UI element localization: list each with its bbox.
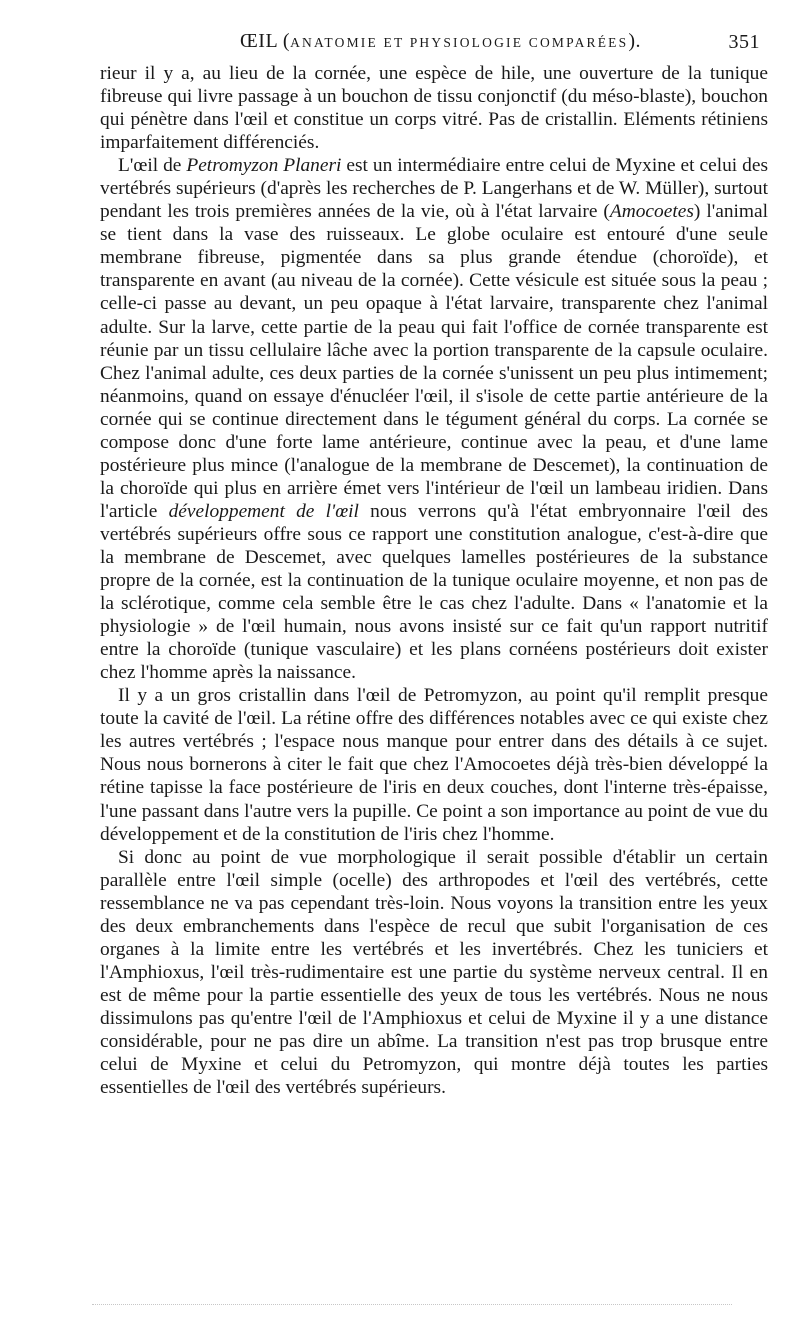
- text-run: Il y a un gros cristallin dans l'œil de Petromyzon, au point qu'il remplit presque toute la cavité de l'œil. La rétine offre des différences notables avec ce qui existe chez les autres vertébrés ; l'espace nous manque pour entrer dans des détails à ce sujet. Nous nous bornerons à citer le fait que chez l'Amocoetes déjà très-bien développé la rétine tapisse la face postérieure de l'iris en deux couches, dont l'interne très-épaisse, l'une passant dans l'autre vers la pupille. Ce point a son importance au point de vue du développement et de la constitution de l'iris chez l'homme.: [100, 685, 768, 845]
- paragraph: [100, 154, 768, 684]
- text-run: Si donc au point de vue morphologique il serait possible d'établir un certain parallèle entre l'œil simple (ocelle) des arthropodes et l'œil des vertébrés, cette ressemblance ne va pas cependant très-loin. Nous voyons la transition entre les yeux des deux embranchements dans l'espèce de recul que subit l'organisation de ces organes à la limite entre les vertébrés et les invertébrés. Chez les tuniciers et l'Amphioxus, l'œil très-rudimentaire est une partie du système nerveux central. Il en est de même pour la partie essentielle des yeux de tous les vertébrés. Nous ne nous dissimulons pas qu'entre l'œil de l'Amphioxus et celui de Myxine il y a une distance considérable, pour ne pas dire un abîme. La transition n'est pas trop brusque entre celui de Myxine et celui du Petromyzon, qui montre déjà toutes les parties essentielles de l'œil des vertébrés supérieurs.: [100, 846, 768, 1099]
- page-number: 351: [728, 31, 760, 53]
- body-text: [100, 62, 768, 1099]
- paragraph: [100, 846, 768, 1100]
- italic-text-run: Amocoetes: [609, 201, 694, 223]
- text-run: est un intermédiaire entre celui de Myxine et celui des vertébrés supérieurs (d'après les recherches de P. Langerhans et de W. Müller), surtout pendant les trois premières années de la vie, où à l'état larvaire (: [100, 155, 768, 223]
- running-title: [240, 30, 641, 53]
- italic-text-run: Petromyzon Planeri: [186, 155, 342, 177]
- running-title-smallcaps: ANATOMIE ET PHYSIOLOGIE COMPARÉES: [290, 35, 629, 50]
- text-run: ) l'animal se tient dans la vase des ruisseaux. Le globe oculaire est entouré d'une seule membrane fibreuse, pigmentée dans sa plus grande étendue (choroïde), et transparente en avant (au niveau de la cornée). Cette vésicule est située sous la peau ; celle-ci passe au devant, un peu opaque à l'état larvaire, transparente chez l'animal adulte. Sur la larve, cette partie de la peau qui fait l'office de cornée transparente est réunie par un tissu cellulaire lâche avec la portion transparente de la capsule oculaire. Chez l'animal adulte, ces deux parties de la cornée s'unissent un peu plus intimement; néanmoins, quand on essaye d'énucléer l'œil, il s'isole de cette partie antérieure de la cornée qui se continue directement dans le tégument général du corps. La cornée se compose donc d'une forte lame antérieure, continue avec la peau, et d'une lame postérieure plus mince (l'analogue de la membrane de Descemet), la continuation de la choroïde qui plus en arrière émet vers l'intérieur de l'œil un lambeau iridien. Dans l'article: [100, 201, 768, 522]
- running-head: [88, 30, 768, 60]
- text-run: rieur il y a, au lieu de la cornée, une espèce de hile, une ouverture de la tunique fibreuse qui livre passage à un bouchon de tissu conjonctif (du méso-blaste), bouchon qui pénètre dans l'œil et constitue un corps vitré. Pas de cristallin. Eléments rétiniens imparfaitement différenciés.: [100, 63, 768, 154]
- text-run: L'œil de: [118, 155, 187, 177]
- bottom-print-noise: [92, 1304, 732, 1307]
- text-run: nous verrons qu'à l'état embryonnaire l'œil des vertébrés supérieurs offre sous ce rapport une constitution analogue, c'est-à-dire que la membrane de Descemet, avec quelques lamelles postérieures de la substance propre de la cornée, est la continuation de la tunique oculaire moyenne, et non pas de la sclérotique, comme cela semble être le cas chez l'adulte. Dans « l'anatomie et la physiologie » de l'œil humain, nous avons insisté sur ce fait qu'un rapport nutritif entre la choroïde (tunique vasculaire) et les plans cornéens postérieurs doit exister chez l'homme après la naissance.: [100, 500, 769, 684]
- paragraph: [100, 684, 768, 845]
- running-title-end: ).: [628, 30, 641, 52]
- italic-text-run: développement de l'œil: [168, 500, 359, 522]
- paragraph: [100, 62, 768, 154]
- running-title-main: ŒIL (: [240, 30, 291, 52]
